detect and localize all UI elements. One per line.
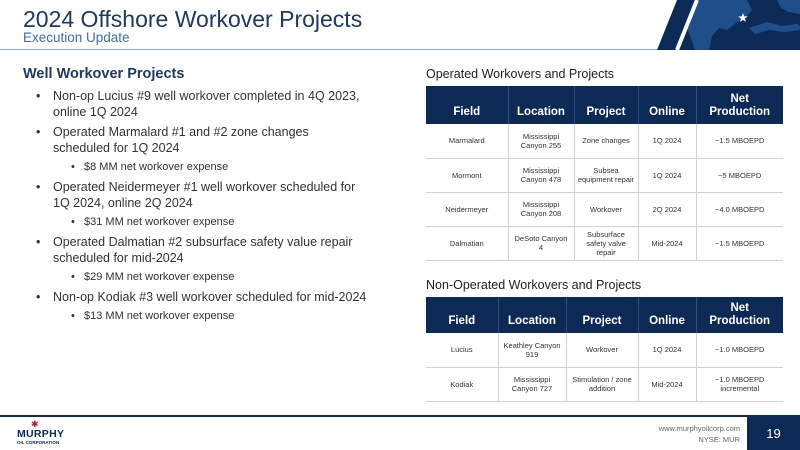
table-cell: Mid-2024 (638, 226, 696, 260)
table-cell: Subsea equipment repair (574, 158, 638, 192)
table-cell: 1Q 2024 (638, 124, 696, 158)
table-cell: ~4.0 MBOEPD (696, 192, 783, 226)
table-cell: Neidermeyer (426, 192, 508, 226)
logo-subtext: OIL CORPORATION (17, 440, 60, 445)
table-cell: Lucius (426, 333, 498, 367)
table-cell: Dalmatian (426, 226, 508, 260)
nonoperated-workovers-table (426, 297, 783, 402)
page-number: 19 (747, 417, 800, 450)
company-logo (17, 419, 77, 445)
header-divider (0, 49, 657, 50)
column-header: Online (638, 86, 696, 124)
table-row (426, 226, 783, 260)
table-row (426, 333, 783, 367)
column-header: Online (638, 297, 696, 333)
table-cell: Mississippi Canyon 727 (498, 367, 566, 401)
bullet-item: • Operated Dalmatian #2 subsurface safety value repair scheduled for mid-2024 (23, 234, 368, 266)
star-icon: ✱ (31, 419, 39, 429)
bullet-item: • Operated Neidermeyer #1 well workover scheduled for 1Q 2024, online 2Q 2024 (23, 179, 368, 211)
table-row (426, 124, 783, 158)
footer-divider (0, 415, 800, 417)
table-cell: Mississippi Canyon 255 (508, 124, 574, 158)
page-title: 2024 Offshore Workover Projects (23, 6, 363, 32)
table-cell: 1Q 2024 (638, 333, 696, 367)
sub-bullet-item: • $8 MM net workover expense (23, 160, 368, 174)
operated-table-title: Operated Workovers and Projects (426, 67, 615, 81)
section-heading: Well Workover Projects (23, 66, 185, 82)
table-cell: ~1.0 MBOEPD (696, 333, 783, 367)
table-cell: DeSoto Canyon 4 (508, 226, 574, 260)
table-cell: Subsurface safety valve repair (574, 226, 638, 260)
column-header: Location (508, 86, 574, 124)
table-cell: Mississippi Canyon 208 (508, 192, 574, 226)
column-header: Field (426, 297, 498, 333)
operated-workovers-table (426, 86, 783, 261)
table-row (426, 192, 783, 226)
gulf-map-graphic (657, 0, 800, 50)
stock-ticker: NYSE: MUR (698, 435, 740, 444)
column-header: Project (574, 86, 638, 124)
table-cell: 2Q 2024 (638, 192, 696, 226)
bullet-item: • Operated Marmalard #1 and #2 zone changes scheduled for 1Q 2024 (23, 124, 368, 156)
table-row (426, 158, 783, 192)
workover-summary (23, 66, 368, 328)
sub-bullet-item: • $13 MM net workover expense (23, 309, 368, 323)
table-cell: Marmalard (426, 124, 508, 158)
table-cell: ~1.5 MBOEPD (696, 226, 783, 260)
column-header: Field (426, 86, 508, 124)
table-cell: Mississippi Canyon 478 (508, 158, 574, 192)
table-cell: Stimulation / zone addition (566, 367, 638, 401)
table-cell: ~1.5 MBOEPD (696, 124, 783, 158)
table-cell: Mormont (426, 158, 508, 192)
column-header: Net Production (696, 86, 783, 124)
table-cell: Kodiak (426, 367, 498, 401)
table-header-row (426, 86, 783, 124)
slide-header (0, 0, 800, 50)
column-header: Location (498, 297, 566, 333)
sub-bullet-item: • $29 MM net workover expense (23, 270, 368, 284)
table-cell: Mid-2024 (638, 367, 696, 401)
table-cell: ~5 MBOEPD (696, 158, 783, 192)
table-cell: 1Q 2024 (638, 158, 696, 192)
table-cell: Zone changes (574, 124, 638, 158)
table-header-row (426, 297, 783, 333)
table-row (426, 367, 783, 401)
nonoperated-table-title: Non-Operated Workovers and Projects (426, 278, 642, 292)
column-header: Project (566, 297, 638, 333)
bullet-item: • Non-op Lucius #9 well workover completed in 4Q 2023, online 1Q 2024 (23, 88, 368, 120)
table-cell: Workover (574, 192, 638, 226)
table-cell: ~1.0 MBOEPD incremental (696, 367, 783, 401)
sub-bullet-item: • $31 MM net workover expense (23, 215, 368, 229)
page-subtitle: Execution Update (23, 30, 130, 45)
column-header: Net Production (696, 297, 783, 333)
logo-wordmark: MURPHY (17, 428, 65, 440)
bullet-item: • Non-op Kodiak #3 well workover scheduled for mid-2024 (23, 289, 368, 305)
website-link[interactable]: www.murphyoilcorp.com (658, 424, 740, 433)
table-cell: Workover (566, 333, 638, 367)
table-cell: Keathley Canyon 919 (498, 333, 566, 367)
